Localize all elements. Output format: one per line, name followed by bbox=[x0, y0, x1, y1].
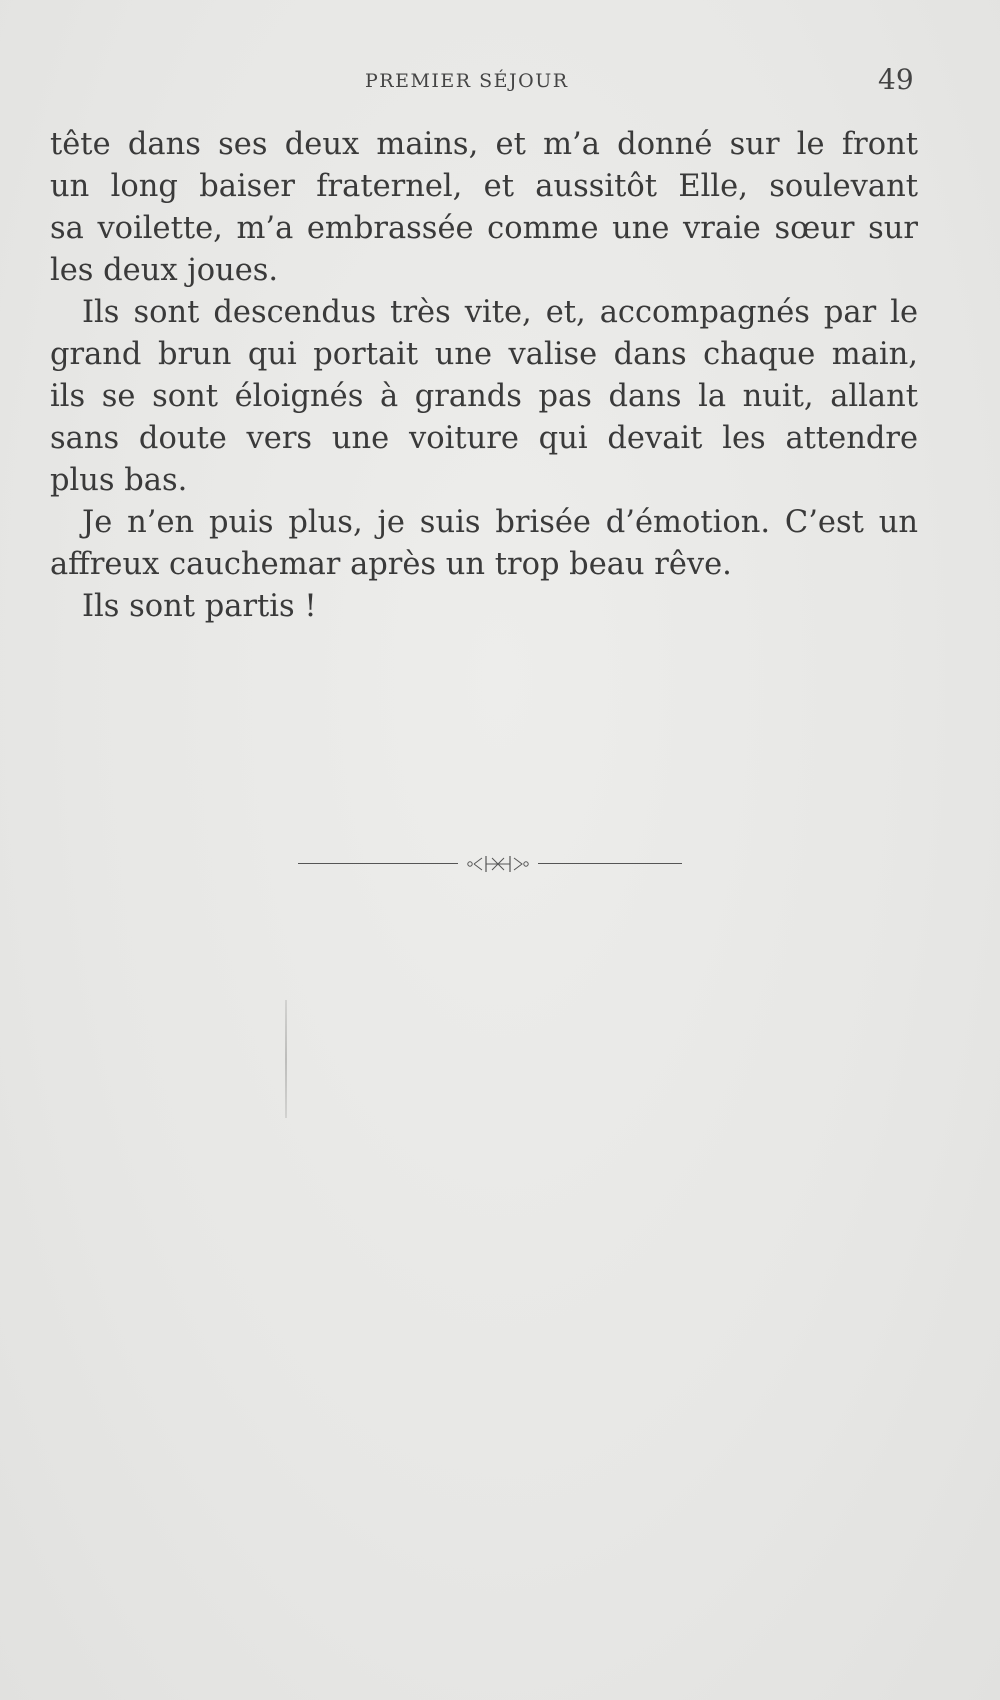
page-number: 49 bbox=[878, 63, 914, 96]
text-line: ils se sont éloignés à grands pas dans la nuit, allant bbox=[50, 379, 918, 414]
section-ornament bbox=[298, 852, 682, 876]
fleuron-icon bbox=[458, 852, 538, 876]
body-text bbox=[50, 124, 918, 628]
running-head bbox=[0, 62, 1000, 102]
text-line: plus bas. bbox=[50, 463, 188, 498]
text-line: Je n’en puis plus, je suis brisée d’émotion. C’est un bbox=[82, 505, 918, 540]
text-line: un long baiser fraternel, et aussitôt Elle, soulevant bbox=[50, 169, 918, 204]
text-line: Ils sont partis ! bbox=[82, 589, 317, 624]
text-line: tête dans ses deux mains, et m’a donné sur le front bbox=[50, 127, 918, 162]
ornament-rule-left bbox=[298, 863, 458, 864]
paper-mark bbox=[285, 1000, 287, 1118]
text-line: grand brun qui portait une valise dans chaque main, bbox=[50, 337, 918, 372]
text-line: affreux cauchemar après un trop beau rêve. bbox=[50, 547, 732, 582]
ornament-rule-right bbox=[538, 863, 682, 864]
text-line: sa voilette, m’a embrassée comme une vraie sœur sur bbox=[50, 211, 918, 246]
text-line: Ils sont descendus très vite, et, accompagnés par le bbox=[82, 295, 918, 330]
running-title: PREMIER SÉJOUR bbox=[365, 70, 569, 92]
text-line: les deux joues. bbox=[50, 253, 279, 288]
text-line: sans doute vers une voiture qui devait les attendre bbox=[50, 421, 918, 456]
